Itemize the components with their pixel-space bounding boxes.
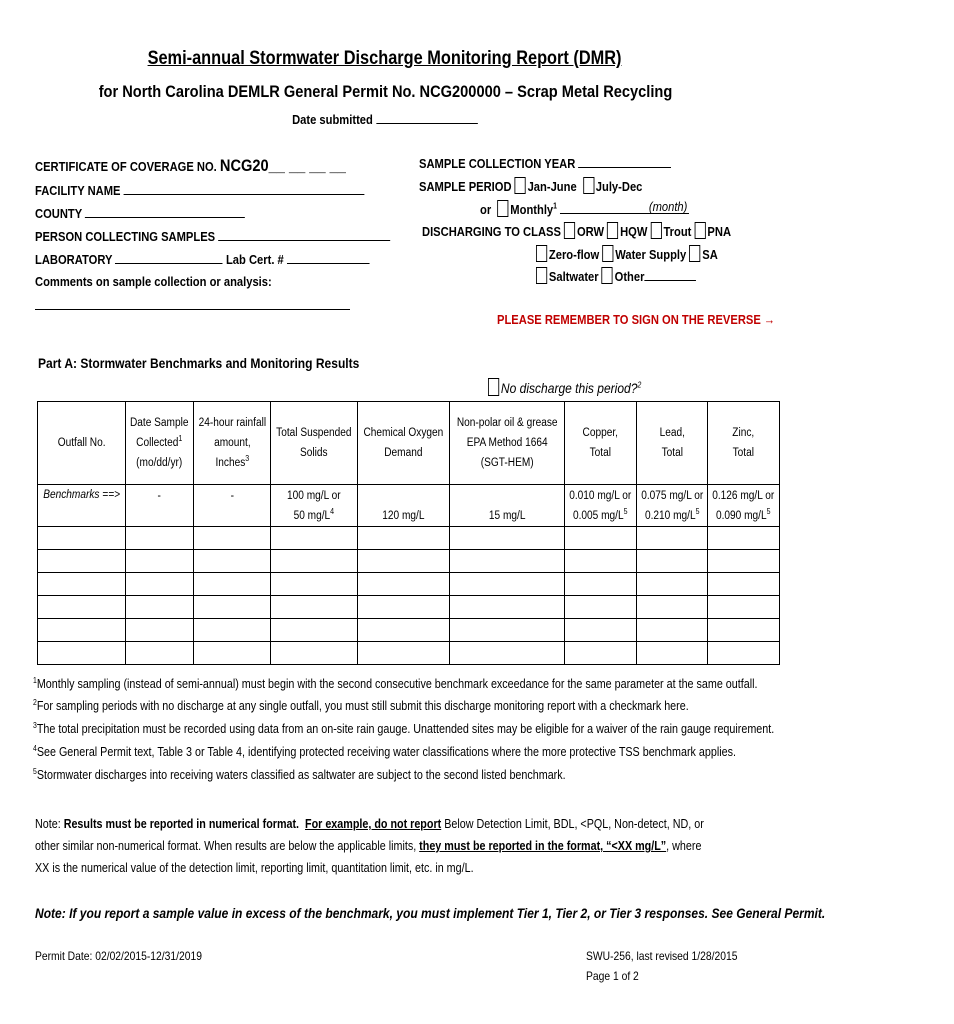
- class-line-3: Saltwater Other: [536, 267, 722, 284]
- data-entry-cell[interactable]: [38, 596, 126, 619]
- column-header: Outfall No.: [38, 402, 126, 485]
- date-submitted: Date submitted: [0, 111, 770, 127]
- data-entry-cell[interactable]: [38, 550, 126, 573]
- data-entry-cell[interactable]: [358, 642, 450, 665]
- data-entry-cell[interactable]: [271, 550, 358, 573]
- page-number: Page 1 of 2: [586, 969, 639, 983]
- tier-note: Note: If you report a sample value in excess of the benchmark, you must implement Tier 1, Tier 2, or Tier 3 responses. See General Permit.: [35, 905, 826, 921]
- facility-name-field[interactable]: [124, 182, 365, 195]
- data-entry-cell[interactable]: [271, 527, 358, 550]
- saltwater-checkbox[interactable]: [536, 267, 547, 284]
- footnote: $^4$See General Permit text, Table 3 or Table 4, identifying protected receiving water classifications where the more protective TSS benchmark applies.: [33, 743, 736, 759]
- data-entry-cell[interactable]: [636, 596, 708, 619]
- data-entry-cell[interactable]: [449, 527, 564, 550]
- data-entry-cell[interactable]: [636, 573, 708, 596]
- laboratory-field[interactable]: [115, 251, 222, 264]
- data-entry-cell[interactable]: [358, 573, 450, 596]
- column-header: Copper, Total: [565, 402, 637, 485]
- data-entry-cell[interactable]: [38, 573, 126, 596]
- permit-date: Permit Date: 02/02/2015-12/31/2019: [35, 949, 202, 963]
- data-entry-cell[interactable]: [636, 527, 708, 550]
- data-entry-cell[interactable]: [565, 596, 637, 619]
- lab-cert-field[interactable]: [287, 251, 370, 264]
- sample-year-line: SAMPLE COLLECTION YEAR: [419, 155, 712, 171]
- reporting-note: Note: Results must be reported in numerical format. For example, do not report Below Detection Limit, BDL, <PQL, Non-detect, ND, or other similar non-numerical format. When results are below the applicable limits, they must be reported in the format, “<XX mg/L”, where XX is the numerical value of the detection limit, reporting limit, quantitation limit, etc. in mg/L.: [35, 817, 704, 875]
- no-discharge-line: No discharge this period?$^2$: [488, 378, 666, 396]
- data-entry-cell[interactable]: [565, 550, 637, 573]
- comments-label: Comments on sample collection or analysis:: [35, 274, 272, 289]
- column-header: 24-hour rainfall amount, Inches$^3$: [193, 402, 271, 485]
- table-header-row: [38, 402, 780, 485]
- data-entry-row: [38, 573, 780, 596]
- column-header: Chemical Oxygen Demand: [358, 402, 450, 485]
- sample-period-line: SAMPLE PERIOD Jan-June July-Dec: [419, 179, 643, 194]
- benchmark-value: 0.010 mg/L or 0.005 $mg/L^5$: [565, 485, 637, 527]
- footnote: $^2$For sampling periods with no discharge at any single outfall, you must still submit this discharge monitoring report with a checkmark here.: [33, 697, 689, 713]
- data-entry-cell[interactable]: [358, 596, 450, 619]
- data-entry-cell[interactable]: [38, 527, 126, 550]
- sa-checkbox[interactable]: [689, 245, 700, 262]
- benchmark-value: -: [126, 485, 193, 527]
- data-entry-cell[interactable]: [708, 550, 780, 573]
- data-entry-cell[interactable]: [126, 573, 193, 596]
- class-line-1: DISCHARGING TO CLASS ORW HQW Trout PNA: [422, 224, 732, 239]
- data-entry-cell[interactable]: [126, 527, 193, 550]
- column-header: Zinc, Total: [708, 402, 780, 485]
- data-entry-cell[interactable]: [565, 642, 637, 665]
- benchmark-value: 15 mg/L: [449, 485, 564, 527]
- data-entry-cell[interactable]: [271, 573, 358, 596]
- data-entry-row: [38, 596, 780, 619]
- report-subtitle: for North Carolina DEMLR General Permit No. NCG200000 – Scrap Metal Recycling: [98, 82, 672, 101]
- other-class-field[interactable]: [644, 268, 696, 281]
- data-entry-cell[interactable]: [358, 527, 450, 550]
- benchmark-value: 120 mg/L: [358, 485, 450, 527]
- data-entry-row: [38, 619, 780, 642]
- report-title: Semi-annual Stormwater Discharge Monitoring Report (DMR): [148, 48, 622, 69]
- orw-checkbox[interactable]: [564, 222, 575, 239]
- data-entry-cell[interactable]: [126, 550, 193, 573]
- trout-checkbox[interactable]: [651, 222, 662, 239]
- benchmark-value: 0.075 mg/L or 0.210 $mg/L^5$: [636, 485, 708, 527]
- data-entry-cell[interactable]: [565, 619, 637, 642]
- month-field[interactable]: (month): [560, 201, 689, 214]
- data-entry-cell[interactable]: [193, 550, 271, 573]
- data-entry-cell[interactable]: [449, 596, 564, 619]
- sign-reminder: PLEASE REMEMBER TO SIGN ON THE REVERSE →: [497, 312, 776, 327]
- data-entry-cell[interactable]: [193, 642, 271, 665]
- laboratory-line: LABORATORY Lab Cert. #: [35, 251, 424, 267]
- data-entry-cell[interactable]: [636, 642, 708, 665]
- data-entry-row: [38, 642, 780, 665]
- no-discharge-checkbox[interactable]: [488, 378, 499, 396]
- data-entry-cell[interactable]: [449, 619, 564, 642]
- data-entry-row: [38, 527, 780, 550]
- column-header: Lead, Total: [636, 402, 708, 485]
- monthly-checkbox[interactable]: [497, 200, 508, 217]
- data-entry-cell[interactable]: [449, 573, 564, 596]
- comments-field[interactable]: [35, 309, 350, 310]
- benchmark-value: 0.126 mg/L or 0.090 $mg/L^5$: [708, 485, 780, 527]
- hqw-checkbox[interactable]: [607, 222, 618, 239]
- footnote: $^1$Monthly sampling (instead of semi-annual) must begin with the second consecutive benchmark exceedance for the same parameter at the same outfall.: [33, 675, 758, 691]
- data-entry-cell[interactable]: [708, 642, 780, 665]
- person-line: PERSON COLLECTING SAMPLES: [35, 228, 448, 244]
- column-header: Date Sample Collected$^1$ (mo/dd/yr): [126, 402, 193, 485]
- data-entry-cell[interactable]: [565, 573, 637, 596]
- benchmark-value: -: [193, 485, 271, 527]
- pna-checkbox[interactable]: [695, 222, 706, 239]
- data-entry-cell[interactable]: [271, 596, 358, 619]
- footnote: $^3$The total precipitation must be recorded using data from an on-site rain gauge. Unattended sites may be eligible for a waiver of the rain gauge requirement.: [33, 720, 775, 736]
- county-field[interactable]: [85, 205, 245, 218]
- coc-line: CERTIFICATE OF COVERAGE NO. NCG20__ __ __ __: [35, 156, 346, 175]
- revision-info: SWU-256, last revised 1/28/2015: [586, 949, 738, 963]
- column-header: Total Suspended Solids: [271, 402, 358, 485]
- class-line-2: Zero-flow Water Supply SA: [536, 245, 747, 262]
- benchmark-label: Benchmarks ==>: [38, 485, 126, 527]
- data-entry-cell[interactable]: [193, 527, 271, 550]
- data-entry-cell[interactable]: [126, 619, 193, 642]
- data-entry-cell[interactable]: [271, 642, 358, 665]
- facility-name-line: FACILITY NAME: [35, 182, 418, 198]
- data-entry-cell[interactable]: [708, 619, 780, 642]
- data-entry-cell[interactable]: [708, 596, 780, 619]
- data-entry-cell[interactable]: [636, 550, 708, 573]
- data-entry-cell[interactable]: [193, 596, 271, 619]
- data-entry-cell[interactable]: [126, 596, 193, 619]
- water-supply-checkbox[interactable]: [602, 245, 613, 262]
- july-dec-checkbox[interactable]: [583, 177, 594, 194]
- person-field[interactable]: [218, 228, 390, 241]
- data-entry-row: [38, 550, 780, 573]
- monthly-line: or Monthly$^1$ (month): [480, 199, 688, 217]
- data-entry-cell[interactable]: [358, 550, 450, 573]
- data-entry-cell[interactable]: [708, 527, 780, 550]
- date-submitted-field[interactable]: [376, 111, 477, 124]
- data-entry-cell[interactable]: [38, 642, 126, 665]
- footnote: $^5$Stormwater discharges into receiving waters classified as saltwater are subject to the second listed benchmark.: [33, 766, 566, 782]
- data-entry-cell[interactable]: [565, 527, 637, 550]
- column-header: Non-polar oil & grease EPA Method 1664 (SGT-HEM): [449, 402, 564, 485]
- data-entry-cell[interactable]: [449, 642, 564, 665]
- coc-number-field[interactable]: __ __ __ __: [268, 156, 346, 175]
- data-entry-cell[interactable]: [193, 573, 271, 596]
- benchmark-value: 100 mg/L or 50 $mg/L^4$: [271, 485, 358, 527]
- zero-flow-checkbox[interactable]: [536, 245, 547, 262]
- part-a-title: Part A: Stormwater Benchmarks and Monitoring Results: [38, 355, 360, 371]
- data-entry-cell[interactable]: [126, 642, 193, 665]
- data-entry-cell[interactable]: [708, 573, 780, 596]
- data-entry-cell[interactable]: [271, 619, 358, 642]
- data-entry-cell[interactable]: [193, 619, 271, 642]
- data-entry-cell[interactable]: [636, 619, 708, 642]
- data-entry-cell[interactable]: [449, 550, 564, 573]
- benchmark-row: [38, 485, 780, 527]
- monitoring-results-table: [37, 401, 780, 665]
- data-entry-cell[interactable]: [358, 619, 450, 642]
- sample-year-field[interactable]: [578, 155, 671, 168]
- data-entry-cell[interactable]: [38, 619, 126, 642]
- jan-june-checkbox[interactable]: [515, 177, 526, 194]
- county-line: COUNTY: [35, 205, 279, 221]
- other-checkbox[interactable]: [602, 267, 613, 284]
